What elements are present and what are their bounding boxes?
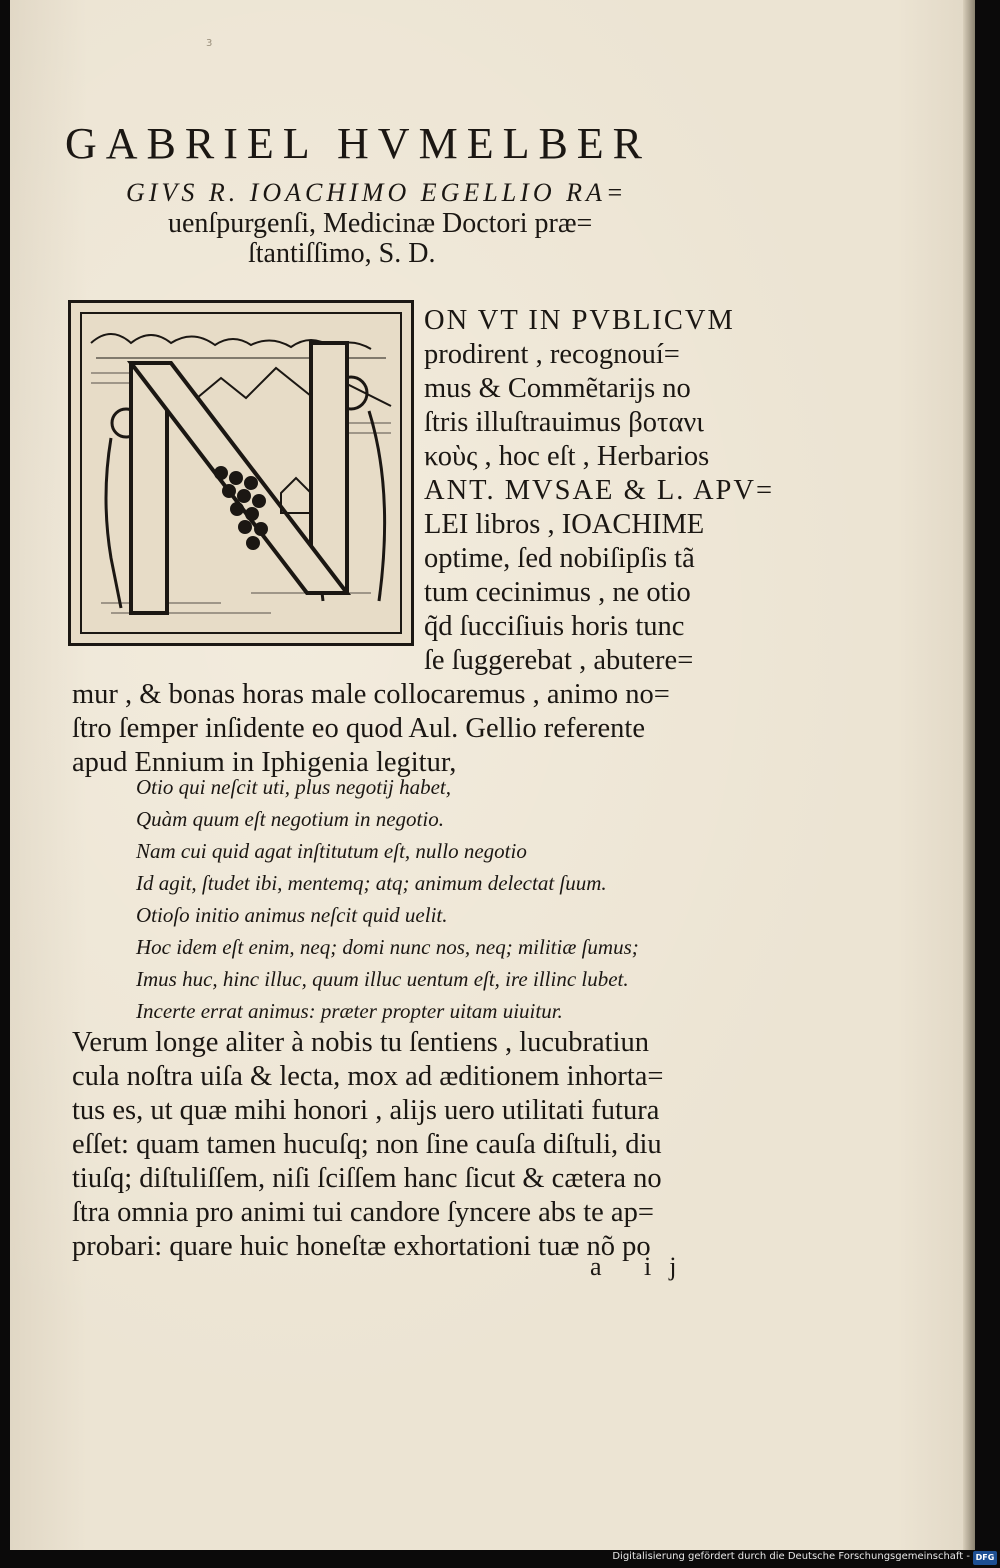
woodcut-illustration (71, 303, 411, 643)
verse-line: Quàm quum eſt negotium in negotio. (136, 807, 444, 831)
body-line: mur , & bonas horas male collocaremus , animo no= (72, 679, 670, 710)
footer-credit: Digitalisierung gefördert durch die Deutsche Forschungsgemeinschaft - (612, 1551, 970, 1562)
body-line: ſtro ſemper inſidente eo quod Aul. Gellio referente (72, 713, 645, 744)
body-line: eſſet: quam tamen hucuſq; non ſine cauſa diſtuli, diu (72, 1129, 662, 1160)
verse-line: Id agit, ſtudet ibi, mentemq; atq; animum delectat ſuum. (136, 871, 607, 895)
body-line: probari: quare huic honeſtæ exhortationi tuæ nõ po (72, 1231, 651, 1262)
verse-line: Nam cui quid agat inſtitutum eſt, nullo negotio (136, 839, 527, 863)
body-line: tiuſq; diſtuliſſem, niſi ſciſſem hanc ſicut & cætera no (72, 1163, 662, 1194)
body-line: cula noſtra uiſa & lecta, mox ad æditionem inhorta= (72, 1061, 664, 1092)
body-line: κοὺς , hoc eſt , Herbarios (424, 441, 710, 472)
body-line: LEI libros , IOACHIME (424, 509, 705, 540)
decorated-initial-n (68, 300, 414, 646)
body-line: ſe ſuggerebat , abutere= (424, 645, 694, 676)
heading-line-1: GABRIEL HVMELBER (65, 119, 652, 168)
heading-line-4: ſtantiſſimo, S. D. (248, 238, 436, 269)
verse-line: Incerte errat animus: præter propter uitam uiuitur. (136, 999, 563, 1023)
body-line: ANT. MVSAE & L. APV= (424, 475, 775, 506)
body-line: tum cecinimus , ne otio (424, 577, 691, 608)
body-line: prodirent , recognouí= (424, 339, 680, 370)
verse-line: Otioſo initio animus neſcit quid uelit. (136, 903, 448, 927)
body-line: ſtris illuſtrauimus βοτανι (424, 407, 704, 438)
body-line: ſtra omnia pro animi tui candore ſyncere abs te ap= (72, 1197, 654, 1228)
body-line: apud Ennium in Iphigenia legitur, (72, 747, 457, 778)
verse-line: Hoc idem eſt enim, neq; domi nunc nos, neq; militiæ ſumus; (136, 935, 639, 959)
heading-line-2: GIVS R. IOACHIMO EGELLIO RA= (126, 178, 628, 207)
heading-line-3: uenſpurgenſi, Medicinæ Doctori præ= (168, 208, 593, 239)
verse-line: Otio qui neſcit uti, plus negotij habet, (136, 775, 451, 799)
body-line: ON VT IN PVBLICVM (424, 305, 735, 336)
page-edge (963, 0, 975, 1550)
body-line: optime, ſed nobiſipſis tã (424, 543, 695, 574)
signature-mark: a ij (590, 1252, 695, 1281)
body-line: tus es, ut quæ mihi honori , alijs uero utilitati futura (72, 1095, 660, 1126)
dfg-logo: DFG (973, 1551, 997, 1565)
body-line: q̃d ſucciſiuis horis tunc (424, 611, 685, 642)
body-line: mus & Commẽtarijs no (424, 373, 691, 404)
body-line: Verum longe aliter à nobis tu ſentiens , lucubratiun (72, 1027, 649, 1058)
pencil-mark: 3 (206, 38, 213, 49)
verse-line: Imus huc, hinc illuc, quum illuc uentum eſt, ire illinc lubet. (136, 967, 629, 991)
